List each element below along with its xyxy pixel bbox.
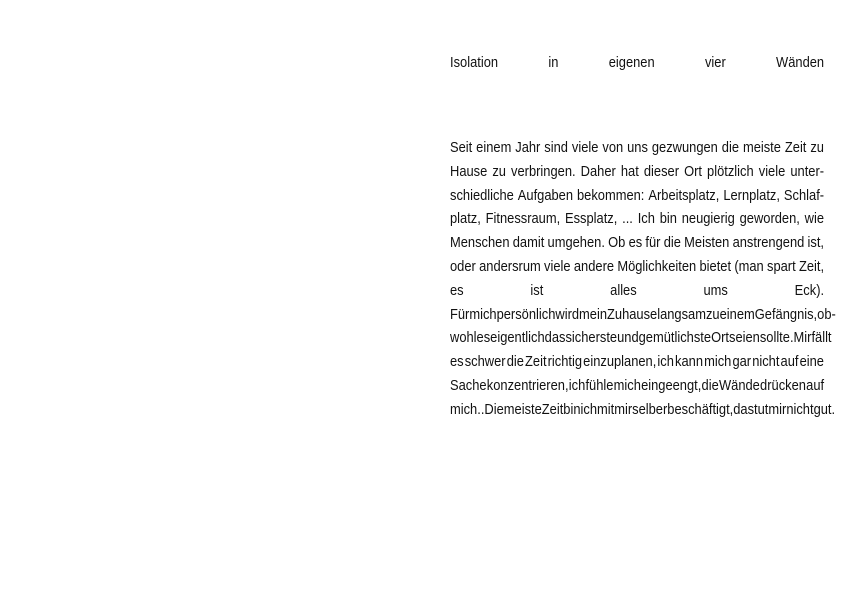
text-word: selber (632, 400, 668, 418)
text-word: ich (657, 353, 674, 371)
text-word: Aufgaben (517, 186, 574, 204)
text-word: Wände (718, 376, 760, 394)
text-word: es (476, 329, 491, 347)
text-word: ob- (817, 305, 836, 323)
text-word: nicht (786, 400, 814, 418)
text-word: persönlich (496, 305, 556, 323)
text-word: mich (469, 305, 497, 323)
text-word: für (645, 234, 661, 252)
text-word: einem (476, 139, 512, 156)
text-word: ich (568, 376, 586, 394)
text-line (450, 303, 836, 327)
text-line (450, 136, 824, 160)
text-word: eigentlich (490, 329, 545, 347)
text-word: Essplatz, (564, 210, 618, 228)
text-word: beschäftigt, (667, 400, 734, 418)
text-word: gut. (813, 400, 836, 418)
text-word: verbringen. (511, 162, 576, 180)
text-word: Ort (711, 329, 729, 347)
text-word: mich (704, 353, 732, 371)
text-word: auf (780, 353, 799, 371)
text-word: die (701, 376, 719, 394)
text-line (450, 279, 824, 303)
text-word: bekommen: (576, 186, 645, 204)
text-word: ist, (807, 234, 825, 252)
text-word: meiste (742, 139, 781, 156)
title-word: vier (704, 54, 726, 71)
text-word: Die (484, 400, 504, 418)
text-word: gezwungen (651, 139, 718, 156)
text-word: Ich (637, 210, 655, 228)
text-word: eine (799, 353, 824, 371)
text-word: gemütlichste (638, 329, 712, 347)
text-line (450, 207, 824, 231)
text-word: zu (705, 305, 720, 323)
text-word: es (450, 281, 464, 299)
text-word: fällt (811, 329, 832, 347)
text-word: Sache (450, 376, 487, 394)
text-word: die (663, 234, 681, 252)
text-word: Hause (450, 162, 488, 180)
text-word: bin (659, 210, 677, 228)
text-word: mir (768, 400, 787, 418)
text-line (450, 231, 824, 255)
text-word: (man (734, 257, 764, 275)
text-word: ich (580, 400, 598, 418)
text-word: Zeit (784, 139, 807, 156)
text-word: die (721, 139, 740, 156)
text-word: Lernplatz, (723, 186, 780, 204)
text-line (450, 255, 824, 279)
text-word: seien (728, 329, 760, 347)
text-word: nicht (752, 353, 780, 371)
text-word: platz, (450, 210, 481, 228)
text-word: oder (450, 257, 476, 275)
text-word: wird (555, 305, 580, 323)
text-word: tut (754, 400, 769, 418)
text-word: richtig (547, 353, 583, 371)
text-word: bietet (699, 257, 732, 275)
text-word: Arbeitsplatz, (648, 186, 720, 204)
text-word: anstrengend (732, 234, 805, 252)
text-word: die (506, 353, 524, 371)
title-word: Wänden (776, 54, 825, 71)
text-word: spart (767, 257, 796, 275)
text-word: gar (732, 353, 752, 371)
text-word: und (617, 329, 639, 347)
text-line (450, 326, 832, 350)
text-word: ... (622, 210, 633, 228)
text-word: zu (810, 139, 824, 156)
text-word: Meisten (684, 234, 730, 252)
text-word: mich (613, 376, 641, 394)
text-word: Eck). (794, 281, 825, 299)
text-word: Zeit (525, 353, 547, 371)
text-word: wohl (450, 329, 477, 347)
text-word: zu (492, 162, 506, 180)
text-word: Jahr (515, 139, 541, 156)
text-word: es (628, 234, 643, 252)
text-word: drücken (760, 376, 806, 394)
text-word: Fitnessraum, (485, 210, 561, 228)
text-word: viele (758, 162, 786, 180)
text-word: langsam (657, 305, 706, 323)
text-word: uns (627, 139, 648, 156)
text-word: dieser (643, 162, 680, 180)
text-word: hat (620, 162, 639, 180)
text-word: andere (573, 257, 615, 275)
text-word: das (733, 400, 755, 418)
body-paragraph (450, 136, 836, 422)
text-word: sollte. (759, 329, 794, 347)
text-word: neugierig (681, 210, 735, 228)
text-word: plötzlich (707, 162, 754, 180)
text-word: das (544, 329, 566, 347)
text-line (450, 350, 824, 374)
text-word: andersrum (479, 257, 541, 275)
text-word: Mir (793, 329, 812, 347)
text-word: einem (719, 305, 755, 323)
text-line (450, 374, 824, 398)
text-word: Menschen (450, 234, 510, 252)
text-word: von (602, 139, 624, 156)
text-word: konzentrieren, (486, 376, 569, 394)
text-line (450, 160, 824, 184)
text-word: Zuhause (607, 305, 658, 323)
text-word: sicherste (565, 329, 618, 347)
text-word: Zeit, (798, 257, 825, 275)
text-word: Ort (684, 162, 702, 180)
text-word: Gefängnis, (754, 305, 818, 323)
text-word: schwer (464, 353, 506, 371)
text-word: alles (610, 281, 637, 299)
text-word: mit (597, 400, 615, 418)
text-word: mein (579, 305, 608, 323)
text-word: es (450, 353, 464, 371)
text-word: schiedliche (450, 186, 514, 204)
text-word: sind (544, 139, 568, 156)
text-word: Ob (608, 234, 626, 252)
text-word: eingeengt, (641, 376, 702, 394)
text-word: wie (804, 210, 825, 228)
text-word: bin (563, 400, 581, 418)
text-word: ist (530, 281, 544, 299)
text-word: viele (544, 257, 571, 275)
text-word: auf (806, 376, 825, 394)
text-word: damit (512, 234, 545, 252)
text-line (450, 184, 824, 208)
title-word: in (548, 54, 559, 71)
text-word: unter- (790, 162, 825, 180)
text-word: Für (450, 305, 470, 323)
text-word: Schlaf- (783, 186, 825, 204)
text-word: umgehen. (547, 234, 605, 252)
text-word: Daher (580, 162, 616, 180)
text-word: fühle (585, 376, 614, 394)
text-word: Seit (450, 139, 473, 156)
text-word: Zeit (541, 400, 564, 418)
title-word: Isolation (450, 54, 499, 71)
text-line (450, 398, 836, 422)
text-word: mich.. (450, 400, 485, 418)
document-title (450, 53, 824, 73)
text-word: meiste (503, 400, 542, 418)
text-word: kann (675, 353, 704, 371)
text-word: einzuplanen, (583, 353, 657, 371)
text-word: Möglichkeiten (617, 257, 697, 275)
text-word: geworden, (739, 210, 800, 228)
text-word: viele (571, 139, 599, 156)
title-word: eigenen (608, 54, 655, 71)
text-word: mir (614, 400, 633, 418)
text-word: ums (703, 281, 728, 299)
